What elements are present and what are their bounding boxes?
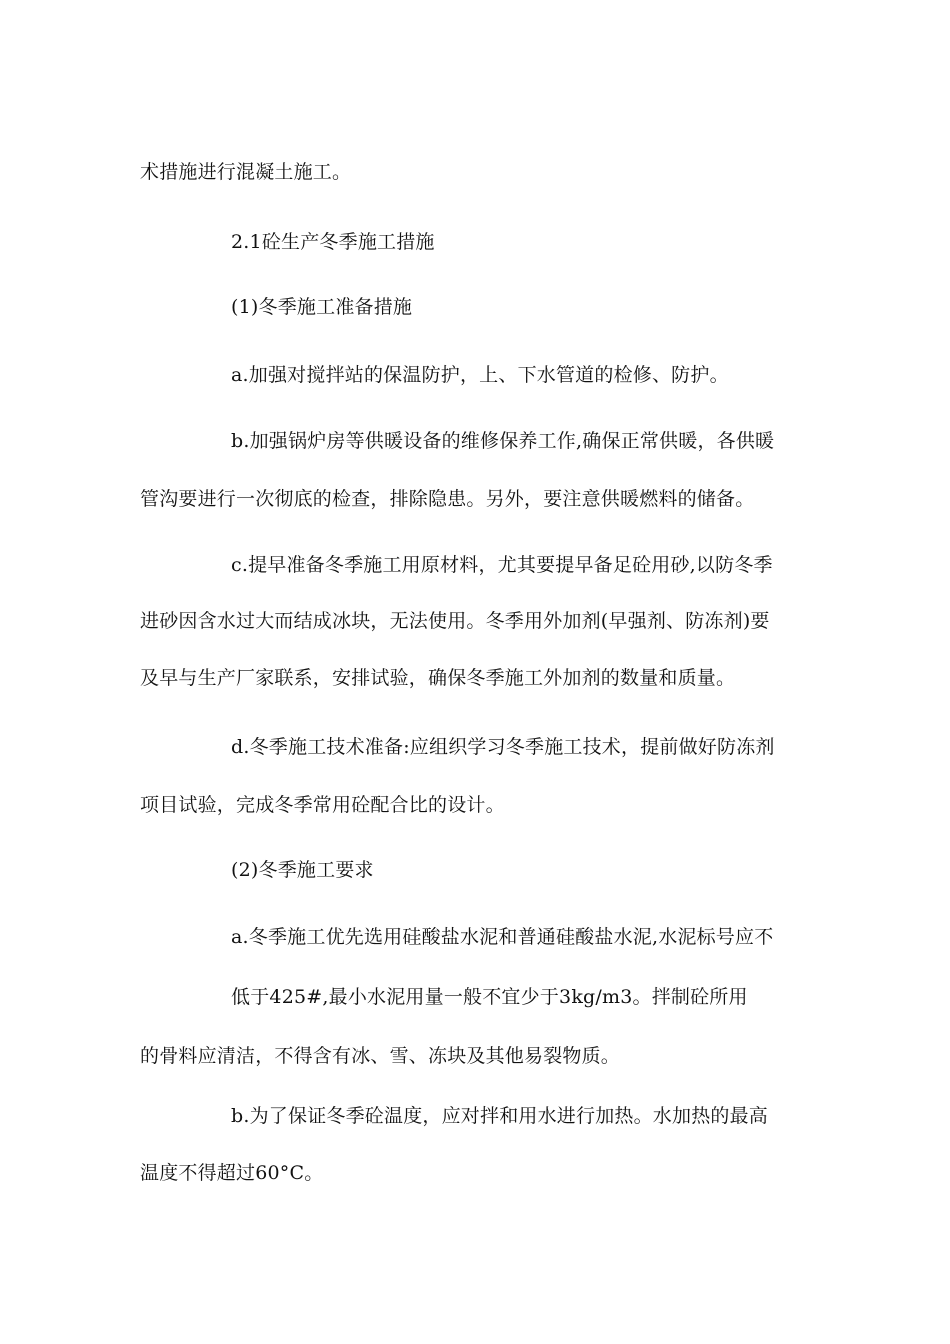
section-heading: 2.1砼生产冬季施工措施 bbox=[231, 231, 435, 253]
subsection-heading: (1)冬季施工准备措施 bbox=[231, 296, 413, 318]
text-line: a.冬季施工优先选用硅酸盐水泥和普通硅酸盐水泥,水泥标号应不 bbox=[231, 926, 774, 948]
text-line: a.加强对搅拌站的保温防护，上、下水管道的检修、防护。 bbox=[231, 364, 729, 386]
text-line: b.加强锅炉房等供暖设备的维修保养工作,确保正常供暖，各供暖 bbox=[231, 430, 775, 452]
text-line: 的骨料应清洁，不得含有冰、雪、冻块及其他易裂物质。 bbox=[140, 1045, 621, 1067]
text-line: 进砂因含水过大而结成冰块，无法使用。冬季用外加剂(早强剂、防冻剂)要 bbox=[140, 610, 770, 632]
text-line: 项目试验，完成冬季常用砼配合比的设计。 bbox=[140, 794, 505, 816]
text-line: c.提早准备冬季施工用原材料，尤其要提早备足砼用砂,以防冬季 bbox=[231, 554, 773, 576]
text-line: 及早与生产厂家联系，安排试验，确保冬季施工外加剂的数量和质量。 bbox=[140, 667, 736, 689]
subsection-heading: (2)冬季施工要求 bbox=[231, 859, 374, 881]
text-line: b.为了保证冬季砼温度，应对拌和用水进行加热。水加热的最高 bbox=[231, 1105, 769, 1127]
text-line: 温度不得超过60°C。 bbox=[140, 1162, 324, 1184]
text-line: d.冬季施工技术准备:应组织学习冬季施工技术，提前做好防冻剂 bbox=[231, 736, 775, 758]
text-line: 低于425#,最小水泥用量一般不宜少于3kg/m3。拌制砼所用 bbox=[231, 986, 748, 1008]
text-line: 术措施进行混凝土施工。 bbox=[140, 161, 352, 183]
text-line: 管沟要进行一次彻底的检查，排除隐患。另外，要注意供暖燃料的储备。 bbox=[140, 488, 755, 510]
